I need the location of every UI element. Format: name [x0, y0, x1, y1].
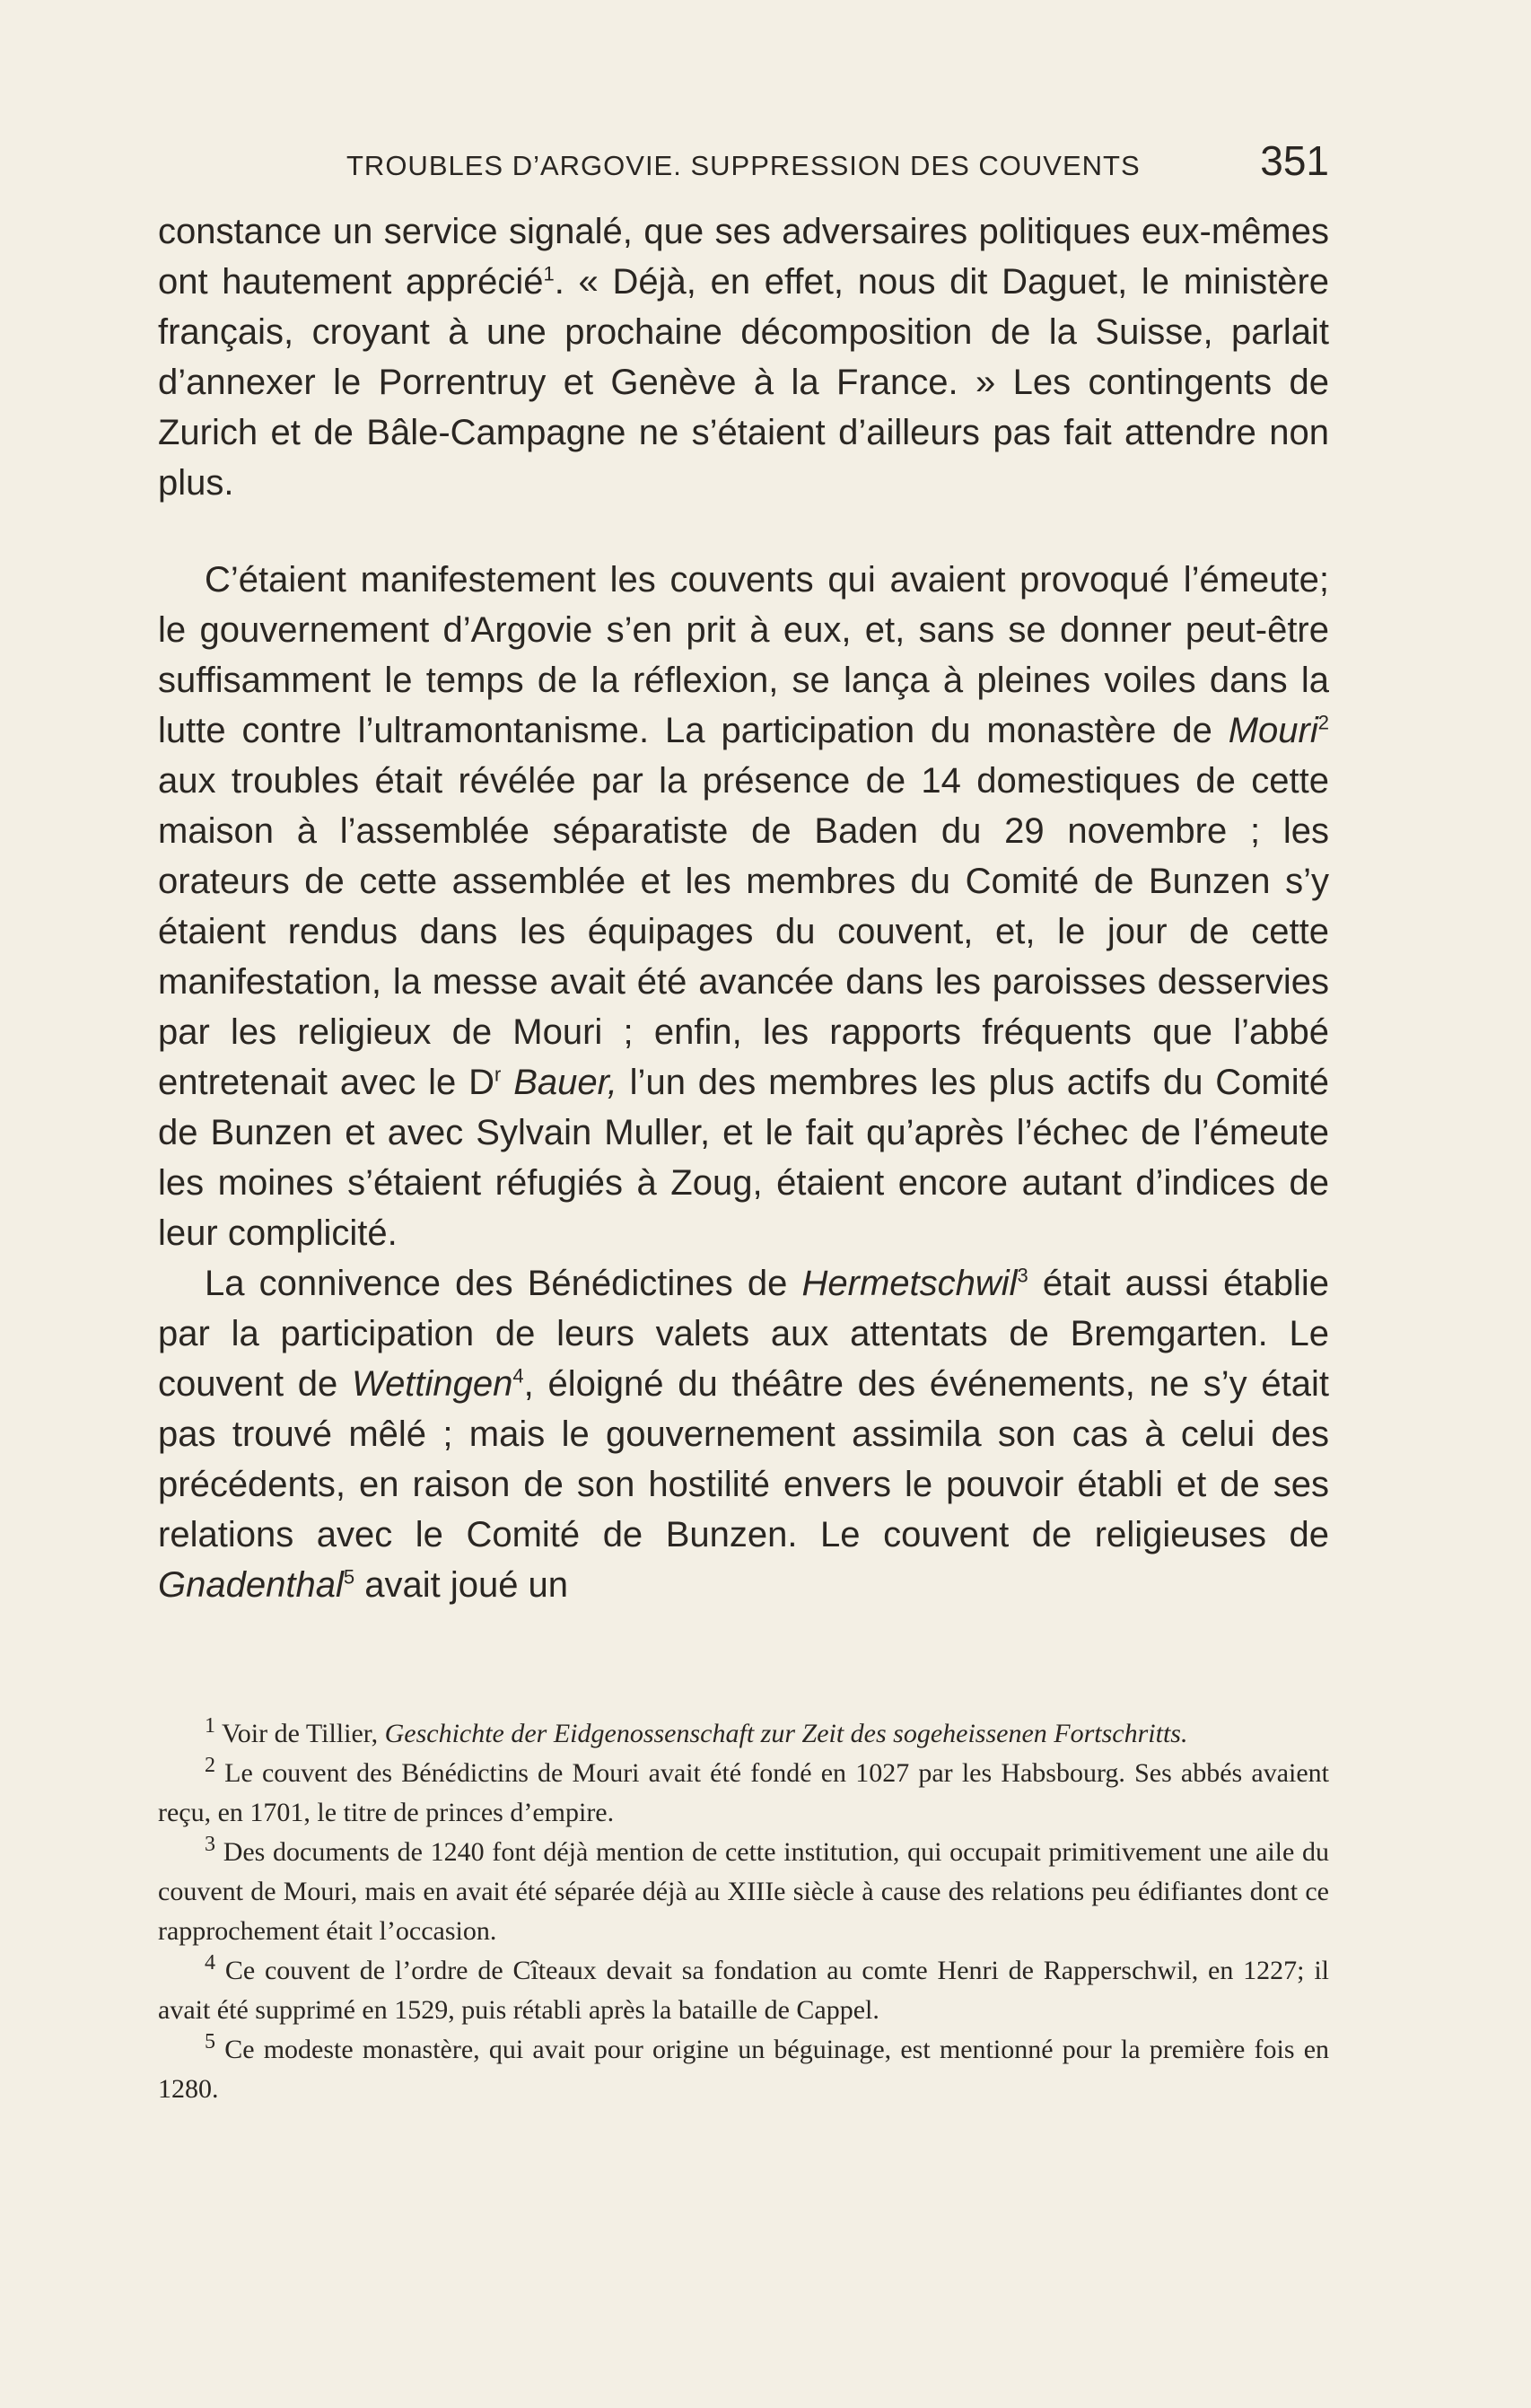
footnote-5: $^5$ Ce modeste monastère, qui avait pour origine un béguinage, est mentionné pour la première fois en 1280. — [158, 2030, 1330, 2104]
footnote-ref-1: 1 — [543, 262, 555, 285]
place-wettingen: Wettingen — [352, 1364, 513, 1404]
paragraph-3: La connivence des Bénédictines de Hermetschwil$^3$ était aussi établie par la participation de leurs valets aux attentats de Bremgarten. Le couvent de Wettingen$^4$, éloigné du théâtre des événements, ne s’y était pas trouvé mêlé ; mais le gouvernement assimila son cas à celui des précédents, en raison de son hostilité envers le pouvoir établi et de ses relations avec le Comité de Bunzen. Le couvent de religieuses de Gnadenthal$^5$ avait joué un — [158, 1264, 1330, 1605]
running-head: TROUBLES D’ARGOVIE. SUPPRESSION DES COUVENTS — [346, 150, 1141, 181]
footnote-ref-2: 2 — [1317, 711, 1329, 734]
footnote-ref-4: 4 — [512, 1364, 524, 1388]
footnotes — [158, 1714, 1329, 2109]
footnote-3: $^3$ Des documents de 1240 font déjà mention de cette institution, qui occupait primitivement une aile du couvent de Mouri, mais en avait été séparée déjà au XIIIe siècle à cause des relations peu édifiantes dont ce rapprochement était l’occasion. — [158, 1833, 1330, 1946]
place-mouri: Mouri — [1228, 711, 1318, 750]
footnote-4: $^4$ Ce couvent de l’ordre de Cîteaux devait sa fondation au comte Henri de Rapperschwil, en 1227; il avait été supprimé en 1529, puis rétabli après la bataille de Cappel. — [158, 1951, 1330, 2025]
page-header — [158, 136, 1329, 185]
footnote-2: $^2$ Le couvent des Bénédictins de Mouri avait été fondé en 1027 par les Habsbourg. Ses abbés avaient reçu, en 1701, le titre de princes d’empire. — [158, 1754, 1329, 1827]
name-bauer: Bauer, — [513, 1063, 617, 1102]
dr-superscript: r — [494, 1063, 502, 1086]
footnote-ref-3: 3 — [1017, 1264, 1028, 1287]
page-number: 351 — [1260, 137, 1329, 184]
place-gnadenthal: Gnadenthal — [158, 1565, 344, 1605]
paragraph-1: constance un service signalé, que ses adversaires politiques eux-mêmes ont hautement apprécié$^1$. « Déjà, en effet, nous dit Daguet, le ministère français, croyant à une prochaine décomposition de la Suisse, parlait d’annexer le Porrentruy et Genève à la France. » Les contingents de Zurich et de Bâle-Campagne ne s’étaient d’ailleurs pas fait attendre non plus. — [158, 212, 1330, 503]
main-text — [158, 206, 1329, 1610]
place-hermetschwil: Hermetschwil — [801, 1264, 1018, 1303]
footnote-1: $^1$ Voir de Tillier, Geschichte der Eidgenossenschaft zur Zeit des sogeheissenen Fortschritts. — [205, 1714, 1188, 1748]
footnote-ref-5: 5 — [343, 1565, 355, 1589]
paragraph-2: C’étaient manifestement les couvents qui avaient provoqué l’émeute; le gouvernement d’Argovie s’en prit à eux, et, sans se donner peut-être suffisamment le temps de la réflexion, se lança à pleines voiles dans la lutte contre l’ultramontanisme. La participation du monastère de Mouri$^2$ aux troubles était révélée par la présence de 14 domestiques de cette maison à l’assemblée séparatiste de Baden du 29 novembre ; les orateurs de cette assemblée et les membres du Comité de Bunzen s’y étaient rendus dans les équipages du couvent, et, le jour de cette manifestation, la messe avait été avancée dans les paroisses desservies par les religieux de Mouri ; enfin, les rapports fréquents que l’abbé entretenait avec le $D^r$ Bauer, l’un des membres les plus actifs du Comité de Bunzen et avec Sylvain Muller, et le fait qu’après l’échec de l’émeute les moines s’étaient réfugiés à Zoug, étaient encore autant d’indices de leur complicité. — [158, 560, 1329, 1253]
